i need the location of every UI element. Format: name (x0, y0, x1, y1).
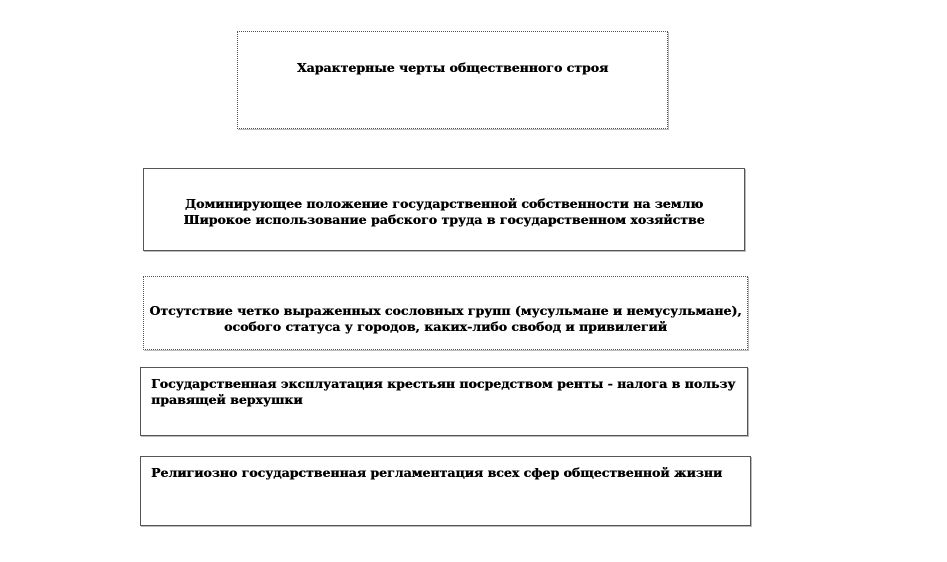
feature-text-line: Доминирующее положение государственной собственности на землю (184, 196, 704, 211)
feature-box-estate-groups (143, 276, 748, 350)
feature-box-peasant-exploitation (140, 367, 748, 436)
diagram-title: Характерные черты общественного строя (296, 60, 609, 75)
feature-text-line: правящей верхушки (151, 392, 303, 407)
feature-text-line: особого статуса у городов, каких-либо свобод и привилегий (224, 319, 667, 334)
diagram-title-box (237, 31, 668, 129)
feature-text-line: Отсутствие четко выраженных сословных групп (мусульмане и немусульмане), (149, 303, 742, 318)
feature-text-line: Широкое использование рабского труда в государственном хозяйстве (183, 212, 705, 227)
feature-box-state-land-ownership (143, 168, 745, 251)
feature-text-line: Государственная эксплуатация крестьян посредством ренты - налога в пользу (151, 376, 736, 391)
feature-box-religious-regulation (140, 456, 751, 526)
feature-text-line: Религиозно государственная регламентация всех сфер общественной жизни (151, 465, 723, 480)
